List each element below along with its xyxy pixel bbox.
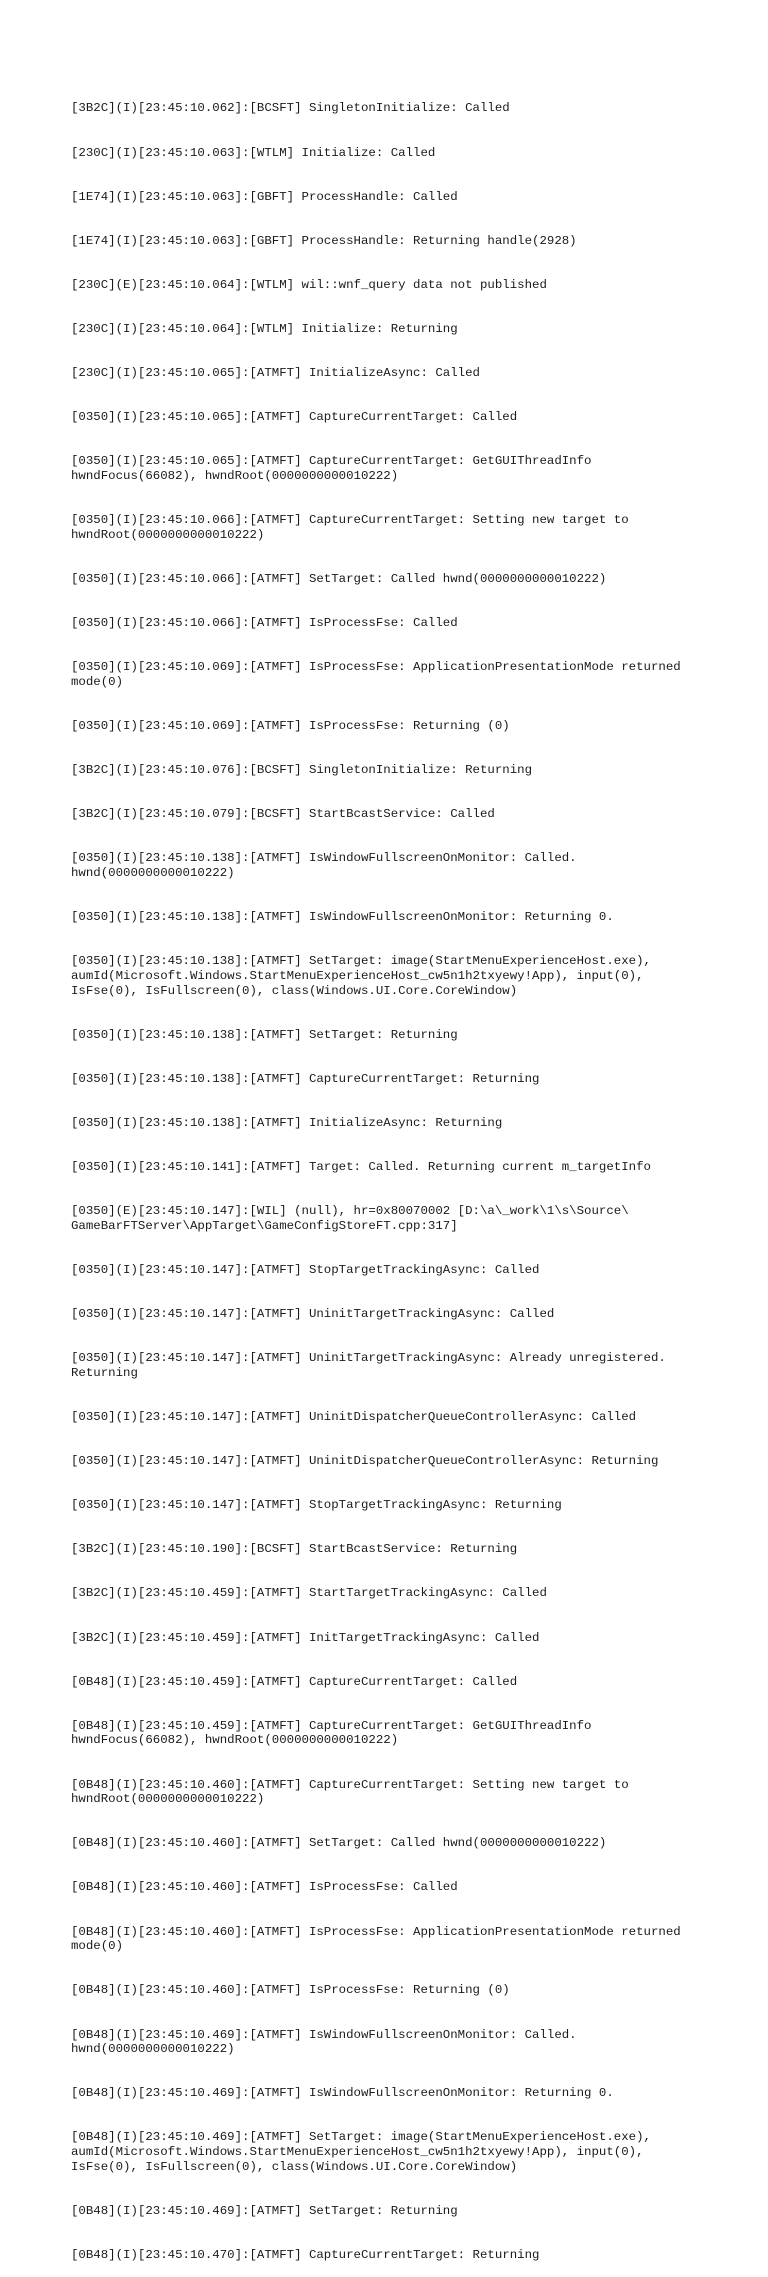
log-line: [0350](I)[23:45:10.147]:[ATMFT] UninitDispatcherQueueControllerAsync: Called [71,1409,637,1424]
log-line: [1E74](I)[23:45:10.063]:[GBFT] ProcessHandle: Returning handle(2928) [71,233,577,248]
log-line: [0B48](I)[23:45:10.459]:[ATMFT] CaptureCurrentTarget: GetGUIThreadInfo hwndFocus(66082), hwndRoot(0000000000010222) [71,1718,592,1748]
log-line: [0350](I)[23:45:10.138]:[ATMFT] SetTarget: image(StartMenuExperienceHost.exe), aumId(Microsoft.Windows.StartMenuExperienceHost_cw5n1h2txyewy!App), input(0), IsFse(0), IsFullscreen(0), class(Windows.UI.Core.CoreWindow) [71,954,651,998]
log-line: [0B48](I)[23:45:10.460]:[ATMFT] CaptureCurrentTarget: Setting new target to hwndRoot(0000000000010222) [71,1777,629,1807]
log-line: [0B48](I)[23:45:10.469]:[ATMFT] SetTarget: Returning [71,2203,458,2218]
log-line: [230C](I)[23:45:10.064]:[WTLM] Initialize: Returning [71,321,458,336]
log-line: [0350](I)[23:45:10.066]:[ATMFT] CaptureCurrentTarget: Setting new target to hwndRoot(0000000000010222) [71,513,629,542]
log-line: [0350](I)[23:45:10.066]:[ATMFT] IsProcessFse: Called [71,616,458,631]
log-line: [0350](I)[23:45:10.138]:[ATMFT] CaptureCurrentTarget: Returning [71,1071,540,1086]
log-line: [3B2C](I)[23:45:10.459]:[ATMFT] InitTargetTrackingAsync: Called [71,1630,540,1645]
log-line: [3B2C](I)[23:45:10.459]:[ATMFT] StartTargetTrackingAsync: Called [71,1586,547,1601]
log-line: [0B48](I)[23:45:10.460]:[ATMFT] SetTarget: Called hwnd(0000000000010222) [71,1836,607,1851]
log-line: [0350](I)[23:45:10.138]:[ATMFT] InitializeAsync: Returning [71,1115,503,1130]
log-line: [0B48](I)[23:45:10.469]:[ATMFT] SetTarget: image(StartMenuExperienceHost.exe), aumId(Microsoft.Windows.StartMenuExperienceHost_cw5n1h2txyewy!App), input(0), IsFse(0), IsFullscreen(0), class(Windows.UI.Core.CoreWindow) [71,2130,651,2174]
log-line: [3B2C](I)[23:45:10.079]:[BCSFT] StartBcastService: Called [71,807,495,822]
log-line: [0350](I)[23:45:10.138]:[ATMFT] IsWindowFullscreenOnMonitor: Returning 0. [71,910,614,925]
log-text-block [71,72,711,2277]
log-line: [0350](I)[23:45:10.147]:[ATMFT] UninitTargetTrackingAsync: Already unregistered. Returning [71,1351,666,1380]
log-line: [0B48](I)[23:45:10.469]:[ATMFT] IsWindowFullscreenOnMonitor: Called. hwnd(0000000000010222) [71,2027,577,2057]
log-line: [0350](I)[23:45:10.147]:[ATMFT] UninitDispatcherQueueControllerAsync: Returning [71,1454,659,1469]
log-line: [230C](I)[23:45:10.063]:[WTLM] Initialize: Called [71,145,436,160]
log-line: [0350](E)[23:45:10.147]:[WIL] (null), hr=0x80070002 [D:\a\_work\1\s\Source\ GameBarFTServer\AppTarget\GameConfigStoreFT.cpp:317] [71,1204,629,1233]
log-line: [0B48](I)[23:45:10.460]:[ATMFT] IsProcessFse: ApplicationPresentationMode returned mode(0) [71,1924,681,1954]
log-line: [0350](I)[23:45:10.138]:[ATMFT] SetTarget: Returning [71,1027,458,1042]
log-line: [0B48](I)[23:45:10.460]:[ATMFT] IsProcessFse: Called [71,1880,458,1895]
log-line: [3B2C](I)[23:45:10.076]:[BCSFT] SingletonInitialize: Returning [71,763,533,778]
log-line: [230C](E)[23:45:10.064]:[WTLM] wil::wnf_query data not published [71,277,547,292]
log-line: [0350](I)[23:45:10.138]:[ATMFT] IsWindowFullscreenOnMonitor: Called. hwnd(0000000000010222) [71,851,577,880]
log-line: [0350](I)[23:45:10.069]:[ATMFT] IsProcessFse: Returning (0) [71,718,510,733]
log-line: [0350](I)[23:45:10.066]:[ATMFT] SetTarget: Called hwnd(0000000000010222) [71,571,607,586]
log-line: [0350](I)[23:45:10.147]:[ATMFT] UninitTargetTrackingAsync: Called [71,1307,555,1322]
log-line: [0350](I)[23:45:10.147]:[ATMFT] StopTargetTrackingAsync: Returning [71,1498,562,1513]
log-line: [0B48](I)[23:45:10.460]:[ATMFT] IsProcessFse: Returning (0) [71,1983,510,1998]
log-line: [0350](I)[23:45:10.065]:[ATMFT] CaptureCurrentTarget: Called [71,410,518,425]
log-line: [0B48](I)[23:45:10.469]:[ATMFT] IsWindowFullscreenOnMonitor: Returning 0. [71,2086,614,2101]
log-line: [3B2C](I)[23:45:10.190]:[BCSFT] StartBcastService: Returning [71,1542,518,1557]
log-line: [0350](I)[23:45:10.065]:[ATMFT] CaptureCurrentTarget: GetGUIThreadInfo hwndFocus(66082), hwndRoot(0000000000010222) [71,454,592,483]
log-line: [3B2C](I)[23:45:10.062]:[BCSFT] SingletonInitialize: Called [71,101,510,116]
log-line: [0350](I)[23:45:10.147]:[ATMFT] StopTargetTrackingAsync: Called [71,1262,540,1277]
log-line: [0350](I)[23:45:10.141]:[ATMFT] Target: Called. Returning current m_targetInfo [71,1160,651,1175]
log-line: [0350](I)[23:45:10.069]:[ATMFT] IsProcessFse: ApplicationPresentationMode returned mode(0) [71,660,681,689]
log-line: [230C](I)[23:45:10.065]:[ATMFT] InitializeAsync: Called [71,366,480,381]
log-line: [1E74](I)[23:45:10.063]:[GBFT] ProcessHandle: Called [71,189,458,204]
log-line: [0B48](I)[23:45:10.459]:[ATMFT] CaptureCurrentTarget: Called [71,1674,518,1689]
log-line: [0B48](I)[23:45:10.470]:[ATMFT] CaptureCurrentTarget: Returning [71,2248,540,2263]
